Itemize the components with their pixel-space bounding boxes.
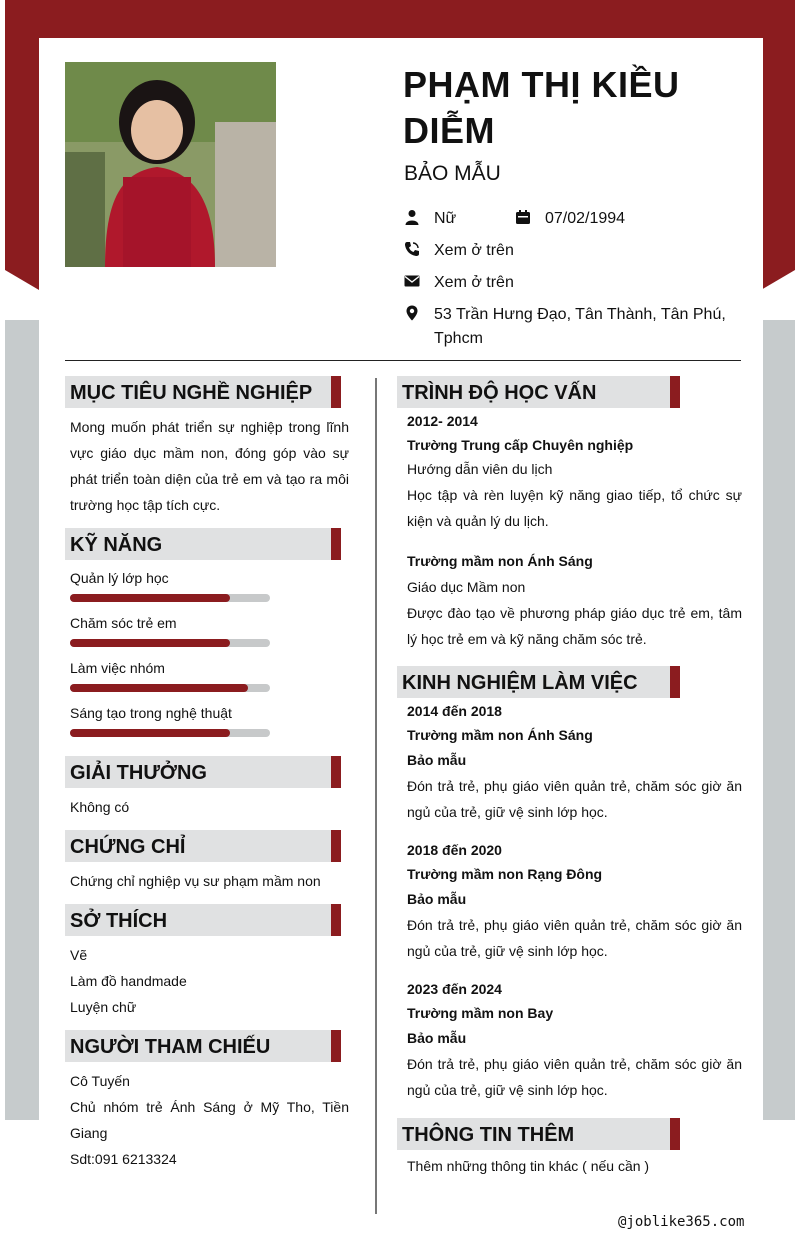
references-title: NGƯỜI THAM CHIẾU	[70, 1036, 271, 1058]
dob-row	[515, 207, 625, 231]
email-value: Xem ở trên	[434, 274, 514, 291]
extra-info-heading	[397, 1118, 680, 1150]
objective-heading	[65, 376, 341, 408]
experience-entry	[407, 699, 742, 825]
experience-entry	[407, 838, 742, 964]
hobbies-title: SỞ THÍCH	[70, 910, 168, 932]
address-line-1: 53 Trần Hưng Đạo, Tân Thành, Tân Phú,	[434, 306, 726, 323]
header-divider	[65, 360, 741, 361]
skills-title: KỸ NĂNG	[70, 534, 163, 556]
phone-value: Xem ở trên	[434, 242, 514, 259]
experience-role: Bảo mẫu	[407, 1030, 467, 1046]
reference-desc: Chủ nhóm trẻ Ánh Sáng ở Mỹ Tho, Tiền Giang	[70, 1099, 349, 1141]
hobbies-heading	[65, 904, 341, 936]
address-row	[404, 303, 734, 351]
skill-label: Chăm sóc trẻ em	[70, 615, 177, 631]
hobby-item: Làm đồ handmade	[70, 973, 187, 989]
skill-level-bar	[70, 639, 270, 647]
skill-level-fill	[70, 639, 230, 647]
hobby-item: Vẽ	[70, 947, 88, 963]
hobbies-list	[70, 942, 187, 1020]
objective-text: Mong muốn phát triển sự nghiệp trong lĩnh vực giáo dục mầm non, đóng góp vào sự phát triển toàn diện của trẻ em và tạo ra môi trường học tập tích cực.	[70, 419, 349, 513]
skill-label: Làm việc nhóm	[70, 660, 165, 676]
hobby-item: Luyện chữ	[70, 999, 137, 1015]
education-entry	[407, 408, 742, 534]
dob-value: 07/02/1994	[545, 210, 626, 227]
phone-row	[404, 239, 514, 263]
awards-heading	[65, 756, 341, 788]
experience-desc: Đón trả trẻ, phụ giáo viên quản trẻ, chăm sóc giờ ăn ngủ của trẻ, giữ vệ sinh lớp học.	[407, 778, 742, 820]
education-desc: Học tập và rèn luyện kỹ năng giao tiếp, tổ chức sự kiện và quản lý du lịch.	[407, 487, 742, 529]
gender-row	[404, 207, 456, 231]
experience-period: 2023 đến 2024	[407, 981, 502, 997]
experience-company: Trường mầm non Ánh Sáng	[407, 727, 593, 743]
experience-desc: Đón trả trẻ, phụ giáo viên quản trẻ, chăm sóc giờ ăn ngủ của trẻ, giữ vệ sinh lớp học.	[407, 917, 742, 959]
experience-heading	[397, 666, 680, 698]
skill-level-fill	[70, 729, 230, 737]
name-line-2: DIỄM	[403, 110, 495, 151]
skill-level-fill	[70, 684, 248, 692]
skill-level-bar	[70, 729, 270, 737]
certificates-title: CHỨNG CHỈ	[70, 836, 186, 858]
reference-name: Cô Tuyến	[70, 1073, 130, 1089]
skill-label: Sáng tạo trong nghệ thuật	[70, 705, 232, 721]
reference-phone: Sdt:091 6213324	[70, 1151, 177, 1167]
education-desc: Được đào tạo về phương pháp giáo dục trẻ em, tâm lý học trẻ em và kỹ năng chăm sóc trẻ.	[407, 605, 742, 647]
certificates-heading	[65, 830, 341, 862]
experience-title: KINH NGHIỆM LÀM VIỆC	[402, 672, 638, 694]
extra-info-title: THÔNG TIN THÊM	[402, 1124, 575, 1146]
gender-value: Nữ	[434, 210, 457, 227]
corner-notch-left	[5, 270, 39, 320]
experience-period: 2018 đến 2020	[407, 842, 502, 858]
skill-label: Quản lý lớp học	[70, 570, 169, 586]
experience-company: Trường mầm non Bay	[407, 1005, 554, 1021]
extra-info-text: Thêm những thông tin khác ( nếu cần )	[407, 1158, 650, 1174]
experience-entry	[407, 977, 742, 1103]
education-school: Trường mầm non Ánh Sáng	[407, 553, 593, 569]
calendar-icon	[515, 207, 545, 231]
experience-role: Bảo mẫu	[407, 891, 467, 907]
skill-level-fill	[70, 594, 230, 602]
skills-heading	[65, 528, 341, 560]
skill-level-bar	[70, 594, 270, 602]
phone-icon	[404, 239, 434, 263]
watermark-text: @joblike365.com	[618, 1214, 745, 1230]
job-title: BẢO MẪU	[404, 162, 501, 185]
address-line-2: Tphcm	[434, 330, 483, 347]
column-divider	[375, 378, 377, 1214]
education-major: Giáo dục Mầm non	[407, 579, 526, 595]
experience-desc: Đón trả trẻ, phụ giáo viên quản trẻ, chăm sóc giờ ăn ngủ của trẻ, giữ vệ sinh lớp học.	[407, 1056, 742, 1098]
education-entry	[407, 548, 742, 652]
education-title: TRÌNH ĐỘ HỌC VẤN	[402, 382, 597, 404]
envelope-icon	[404, 271, 434, 295]
awards-text: Không có	[70, 799, 130, 815]
candidate-name	[403, 62, 733, 154]
experience-role: Bảo mẫu	[407, 752, 467, 768]
map-pin-icon	[404, 303, 434, 351]
person-icon	[404, 207, 434, 231]
experience-company: Trường mầm non Rạng Đông	[407, 866, 603, 882]
objective-title: MỤC TIÊU NGHỀ NGHIỆP	[70, 382, 313, 404]
skill-level-bar	[70, 684, 270, 692]
corner-notch-right	[761, 270, 795, 320]
name-line-1: PHẠM THỊ KIỀU	[403, 64, 680, 105]
education-heading	[397, 376, 680, 408]
references-heading	[65, 1030, 341, 1062]
profile-photo	[65, 62, 276, 267]
references-block	[70, 1068, 349, 1172]
address-value	[434, 303, 726, 351]
education-school: Trường Trung cấp Chuyên nghiệp	[407, 437, 634, 453]
email-row	[404, 271, 514, 295]
education-period: 2012- 2014	[407, 413, 478, 429]
certificates-text: Chứng chỉ nghiệp vụ sư phạm mầm non	[70, 873, 321, 889]
education-major: Hướng dẫn viên du lịch	[407, 461, 553, 477]
awards-title: GIẢI THƯỞNG	[70, 762, 207, 784]
experience-period: 2014 đến 2018	[407, 703, 502, 719]
